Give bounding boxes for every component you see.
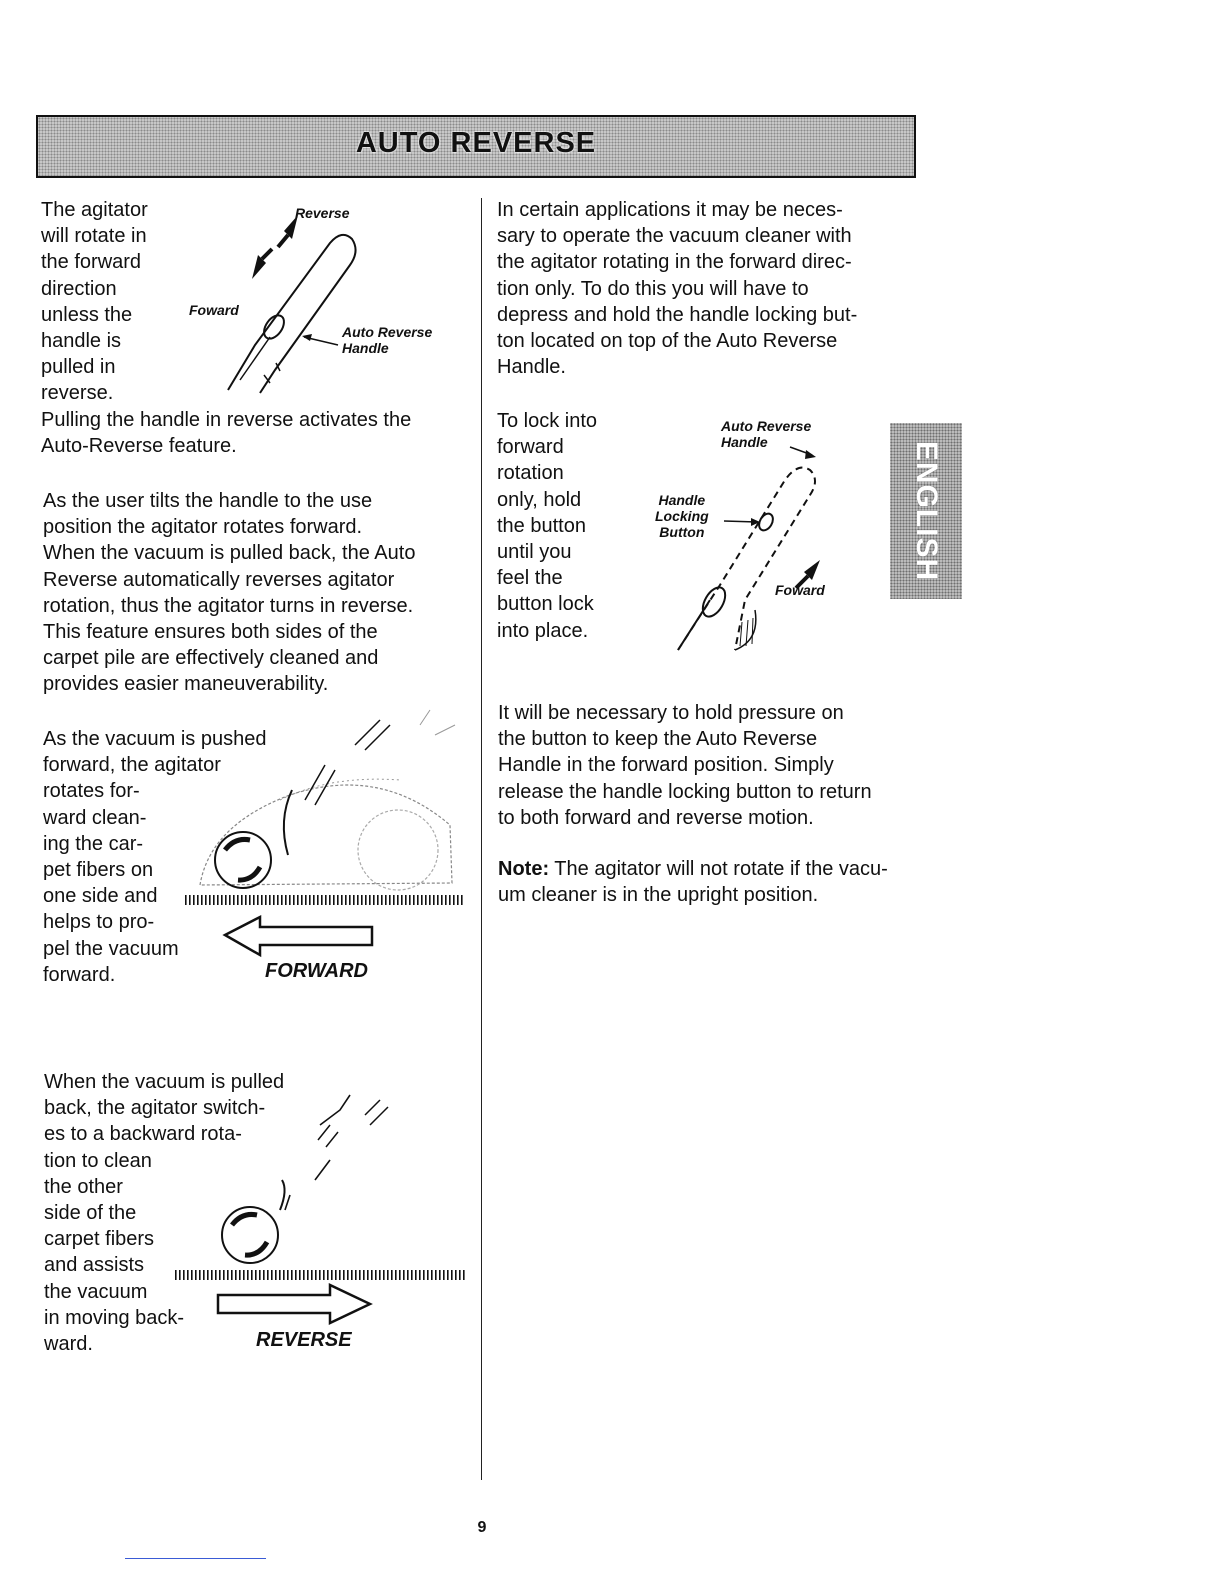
text-line: es to a backward rota-	[44, 1123, 242, 1146]
text-line: button lock	[497, 593, 594, 616]
vacuum-forward-illustration	[180, 705, 470, 995]
text-line: until you	[497, 541, 572, 564]
text-line: release the handle locking button to return	[498, 780, 872, 803]
text-line: the vacuum	[44, 1280, 148, 1303]
language-tab	[890, 423, 962, 599]
text-line: Handle in the forward position. Simply	[498, 754, 834, 777]
text-line: rotation, thus the agitator turns in reverse.	[43, 594, 414, 617]
text-line: unless the	[41, 303, 133, 326]
text-line: the forward	[41, 251, 142, 274]
handle-direction-figure	[180, 195, 470, 395]
text-line: only, hold	[497, 488, 582, 511]
text-line: will rotate in	[41, 225, 147, 248]
text-line: forward	[497, 436, 564, 459]
forward-vacuum-figure	[180, 705, 470, 995]
text-line: position the agitator rotates forward.	[43, 516, 363, 539]
auto-reverse-handle-label: Auto Reverse Handle	[721, 418, 812, 450]
text-line: the button	[497, 514, 586, 537]
note-paragraph	[498, 856, 888, 908]
text-line: Handle.	[497, 356, 566, 379]
forward-caption: FORWARD	[265, 960, 368, 982]
text-line: Pulling the handle in reverse activates the	[41, 408, 412, 431]
text-line: depress and hold the handle locking but-	[497, 303, 858, 326]
text-line: to both forward and reverse motion.	[498, 806, 814, 829]
vacuum-reverse-illustration	[170, 1085, 470, 1360]
auto-reverse-handle-label: Auto Reverse Handle	[342, 324, 433, 356]
text-line: forward.	[43, 963, 116, 986]
locking-button-figure	[650, 410, 870, 660]
text-line: As the vacuum is pushed	[43, 728, 267, 750]
reverse-label: Reverse	[295, 205, 350, 221]
forward-label: Foward	[189, 302, 239, 318]
text-line: into place.	[497, 619, 589, 642]
pressure-paragraph	[498, 700, 872, 831]
text-line: back, the agitator switch-	[44, 1097, 266, 1120]
text-line: um cleaner is in the upright position.	[498, 884, 819, 907]
language-tab-label: ENGLISH	[910, 440, 943, 582]
text-line: forward, the agitator	[43, 754, 221, 777]
forward-label: Foward	[775, 582, 825, 598]
text-line: handle is	[41, 330, 122, 353]
text-line: tion to clean	[44, 1149, 152, 1172]
tilt-paragraph	[43, 488, 415, 698]
text-line: Reverse automatically reverses agitator	[43, 568, 395, 591]
text-line: It will be necessary to hold pressure on	[498, 702, 844, 724]
text-line: ton located on top of the Auto Reverse	[497, 330, 838, 353]
section-header-banner	[36, 115, 916, 178]
text-line: In certain applications it may be neces-	[497, 199, 843, 221]
reverse-caption: REVERSE	[256, 1329, 352, 1351]
text-line: Auto-Reverse feature.	[41, 434, 237, 457]
text-line: the button to keep the Auto Reverse	[498, 728, 818, 751]
reverse-vacuum-figure	[170, 1085, 470, 1360]
text-line: pulled in	[41, 356, 116, 379]
text-line: one side and	[43, 885, 158, 908]
section-title: AUTO REVERSE	[355, 127, 597, 159]
page-number: 9	[477, 1519, 487, 1536]
note-label: Note:	[498, 858, 550, 880]
text-line: side of the	[44, 1202, 137, 1225]
text-line: ing the car-	[43, 832, 144, 855]
text-line: direction	[41, 277, 117, 300]
text-line: As the user tilts the handle to the use	[43, 490, 373, 512]
text-line: To lock into	[497, 410, 598, 432]
text-line: The agitator	[41, 199, 148, 221]
text-line: ward clean-	[43, 806, 147, 829]
text-line: helps to pro-	[43, 911, 155, 934]
handle-illustration	[180, 195, 470, 395]
text-line: feel the	[497, 567, 563, 590]
text-line: The agitator will not rotate if the vacu-	[549, 858, 888, 880]
text-line: When the vacuum is pulled back, the Auto	[43, 542, 416, 565]
text-line: reverse.	[41, 382, 114, 405]
text-line: pet fibers on	[43, 859, 154, 882]
text-line: tion only. To do this you will have to	[497, 277, 809, 300]
text-line: carpet pile are effectively cleaned and	[43, 647, 379, 670]
column-divider	[481, 198, 482, 1480]
footer-rule	[125, 1558, 266, 1559]
text-line: the agitator rotating in the forward direc-	[497, 251, 852, 274]
text-line: and assists	[44, 1254, 145, 1277]
text-line: in moving back-	[44, 1306, 185, 1329]
text-line: ward.	[44, 1333, 93, 1356]
text-line: When the vacuum is pulled	[44, 1071, 285, 1093]
handle-locking-button-label: Handle Locking Button	[655, 492, 709, 540]
text-line: rotates for-	[43, 780, 140, 803]
text-line: pel the vacuum	[43, 937, 179, 960]
text-line: provides easier maneuverability.	[43, 673, 329, 696]
lock-paragraph	[497, 408, 597, 644]
text-line: carpet fibers	[44, 1228, 155, 1251]
text-line: sary to operate the vacuum cleaner with	[497, 225, 852, 248]
applications-paragraph	[497, 197, 857, 380]
text-line: the other	[44, 1175, 123, 1198]
text-line: This feature ensures both sides of the	[43, 621, 378, 644]
text-line: rotation	[497, 462, 564, 485]
